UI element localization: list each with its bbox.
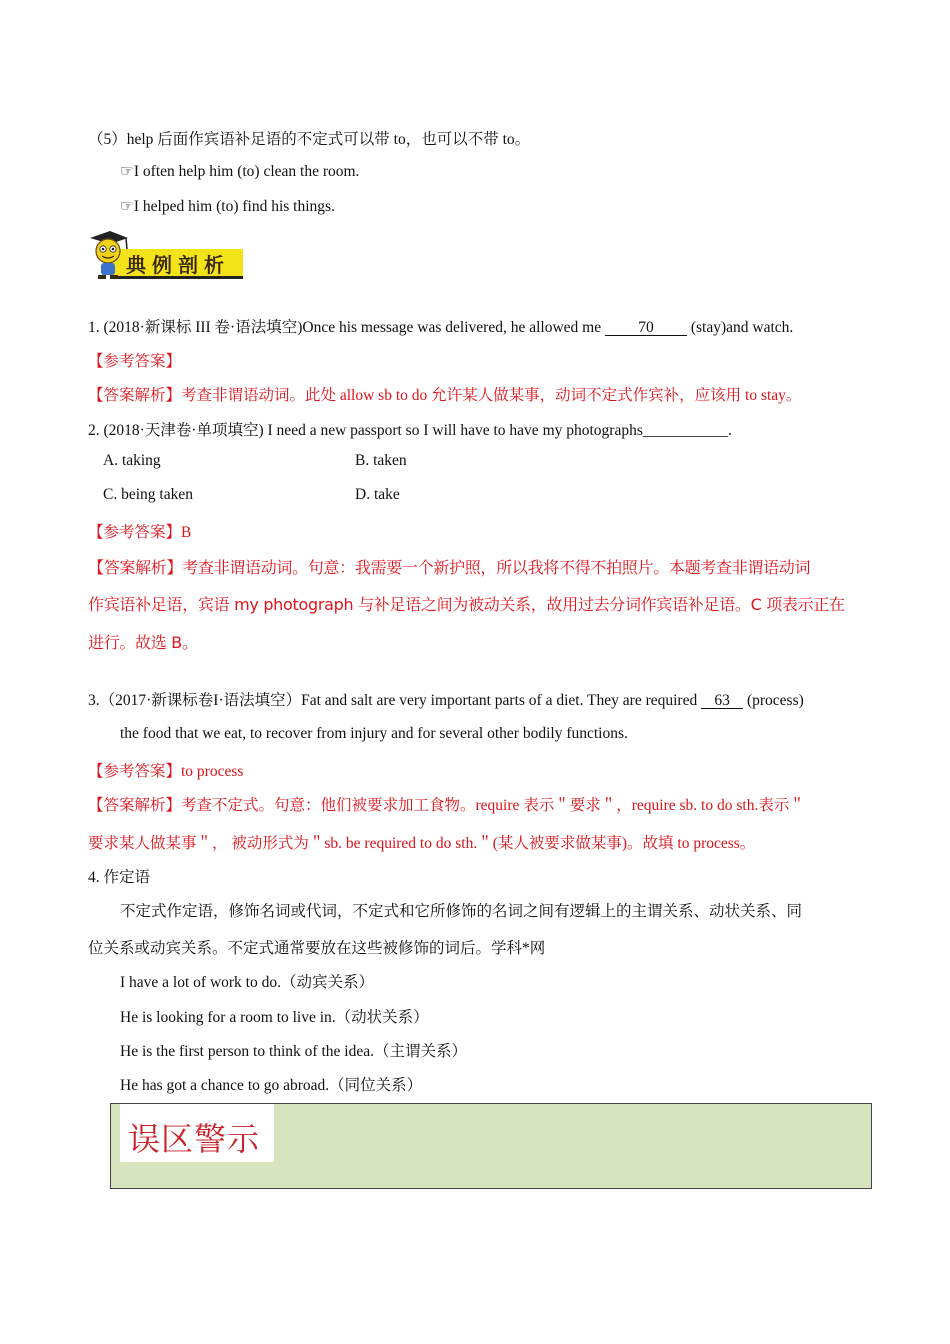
- q2-option-c: C. being taken: [103, 486, 193, 503]
- section4-example-1: I have a lot of work to do.（动宾关系）: [120, 974, 374, 991]
- q3-text-line-2: the food that we eat, to recover from injury and for several other bodily functions.: [120, 725, 628, 742]
- section4-paragraph-line-2: 位关系或动宾关系。不定式通常要放在这些被修饰的词后。学科*网: [88, 940, 546, 957]
- q3-after: (process): [743, 692, 804, 709]
- q2-analysis-line-3: 进行。故选 B。: [88, 633, 198, 652]
- q2-option-a: A. taking: [103, 452, 161, 469]
- section5-example-1: ☞I often help him (to) clean the room.: [120, 163, 360, 180]
- q1-after: (stay)and watch.: [686, 319, 794, 336]
- q3-answer: 【参考答案】to process: [88, 763, 244, 780]
- section4-example-4: He has got a chance to go abroad.（同位关系）: [120, 1077, 423, 1094]
- q2-option-b: B. taken: [355, 452, 407, 469]
- warning-title: 误区警示: [128, 1120, 261, 1158]
- q2-text: 2. (2018·天津卷·单项填空) I need a new passport so I will have to have my photographs___________.: [88, 422, 732, 439]
- banner-title: 典例剖析: [126, 253, 230, 277]
- q2-answer: 【参考答案】B: [88, 524, 192, 541]
- q1-blank: 70: [605, 320, 687, 336]
- section4-example-3: He is the first person to think of the idea.（主谓关系）: [120, 1043, 467, 1060]
- example-analysis-banner: [86, 229, 243, 281]
- q2-option-d: D. take: [355, 486, 400, 503]
- section5-rule: （5）help 后面作宾语补足语的不定式可以带 to，也可以不带 to。: [88, 131, 531, 148]
- q3-stem: 3.（2017·新课标卷I·语法填空）Fat and salt are very important parts of a diet. They are required: [88, 692, 702, 709]
- section5-example-2: ☞I helped him (to) find his things.: [120, 198, 335, 215]
- scholar-mascot-icon: [86, 229, 130, 281]
- q1-answer-label: 【参考答案】: [88, 353, 182, 370]
- section4-paragraph-line-1: 不定式作定语，修饰名词或代词，不定式和它所修饰的名词之间有逻辑上的主谓关系、动状关系、同: [120, 903, 803, 920]
- q3-analysis-line-1: 【答案解析】考查不定式。句意：他们被要求加工食物。require 表示＂要求＂，require sb. to do sth.表示＂: [88, 797, 805, 814]
- q1-stem: 1. (2018·新课标 III 卷·语法填空)Once his message was delivered, he allowed me: [88, 319, 605, 336]
- warning-label: [120, 1104, 274, 1162]
- section4-heading: 4. 作定语: [88, 869, 151, 886]
- q1-text: [88, 315, 793, 337]
- q3-analysis-line-2: 要求某人做某事＂， 被动形式为＂sb. be required to do sth.＂(某人被要求做某事)。故填 to process。: [88, 835, 756, 852]
- q3-text: [88, 688, 804, 710]
- q3-blank: 63: [701, 693, 743, 709]
- q1-analysis: 【答案解析】考查非谓语动词。此处 allow sb to do 允许某人做某事，动词不定式作宾补，应该用 to stay。: [88, 387, 802, 404]
- q2-analysis-line-1: 【答案解析】考查非谓语动词。句意：我需要一个新护照，所以我将不得不拍照片。本题考查非谓语动词: [88, 558, 811, 577]
- q2-analysis-line-2: 作宾语补足语，宾语 my photograph 与补足语之间为被动关系，故用过去分词作宾语补足语。C 项表示正在: [88, 595, 845, 614]
- section4-example-2: He is looking for a room to live in.（动状关系）: [120, 1009, 429, 1026]
